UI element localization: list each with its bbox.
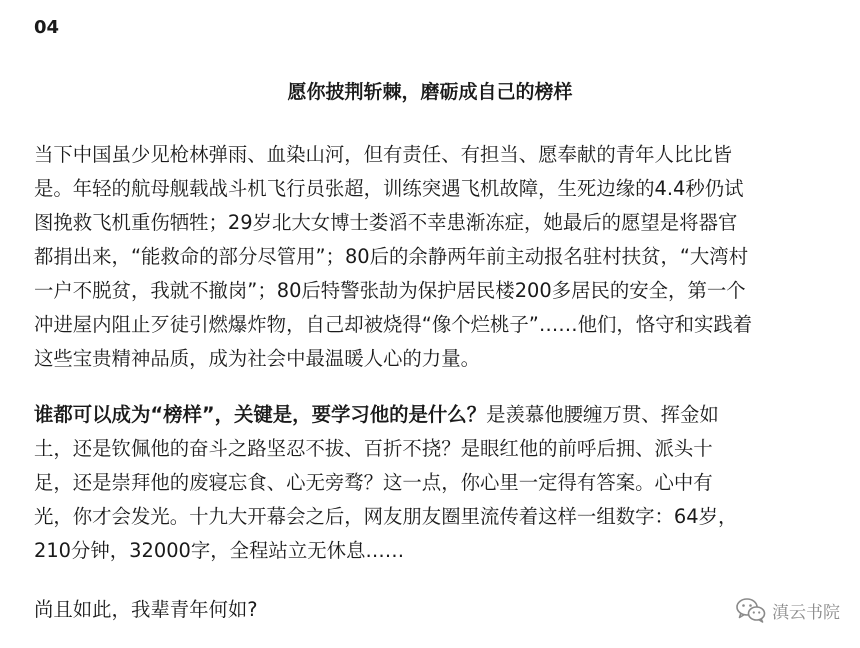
wechat-icon [736, 597, 766, 623]
paragraph-line: 这些宝贵精神品质，成为社会中最温暖人心的力量。 [34, 347, 480, 370]
watermark [736, 594, 840, 626]
watermark-text: 滇云书院 [772, 602, 840, 623]
paragraph-line: 是。年轻的航母舰载战斗机飞行员张超，训练突遇飞机故障，生死边缘的4.4秒仍试 [34, 177, 744, 200]
paragraph-line: 当下中国虽少见枪林弹雨、血染山河，但有责任、有担当、愿奉献的青年人比比皆 [34, 143, 733, 166]
paragraph-line [34, 401, 719, 429]
paragraph-line: 足，还是崇拜他的废寝忘食、心无旁骛？这一点，你心里一定得有答案。心中有 [34, 471, 713, 494]
section-number: 04 [34, 17, 60, 38]
closing-line: 尚且如此，我辈青年何如? [34, 598, 258, 621]
paragraph-text: 是羡慕他腰缠万贯、挥金如 [486, 403, 719, 426]
emphasis-question: 谁都可以成为“榜样”，关键是，要学习他的是什么？ [34, 403, 487, 426]
paragraph-line: 光，你才会发光。十九大开幕会之后，网友朋友圈里流传着这样一组数字：64岁， [34, 505, 738, 528]
paragraph-line: 土，还是钦佩他的奋斗之路坚忍不拔、百折不挠？是眼红他的前呼后拥、派头十 [34, 437, 713, 460]
paragraph-line: 210分钟，32000字，全程站立无休息…… [34, 539, 405, 562]
paragraph-line: 都捐出来，“能救命的部分尽管用”；80后的余静两年前主动报名驻村扶贫，“大湾村 [34, 245, 749, 268]
paragraph-line: 图挽救飞机重伤牺牲；29岁北大女博士娄滔不幸患渐冻症，她最后的愿望是将器官 [34, 211, 738, 234]
paragraph-line: 冲进屋内阻止歹徒引燃爆炸物，自己却被烧得“像个烂桃子”……他们，恪守和实践着 [34, 313, 753, 336]
paragraph-line: 一户不脱贫，我就不撤岗”；80后特警张劼为保护居民楼200多居民的安全，第一个 [34, 279, 746, 302]
article-title: 愿你披荆斩棘，磨砺成自己的榜样 [287, 81, 573, 103]
